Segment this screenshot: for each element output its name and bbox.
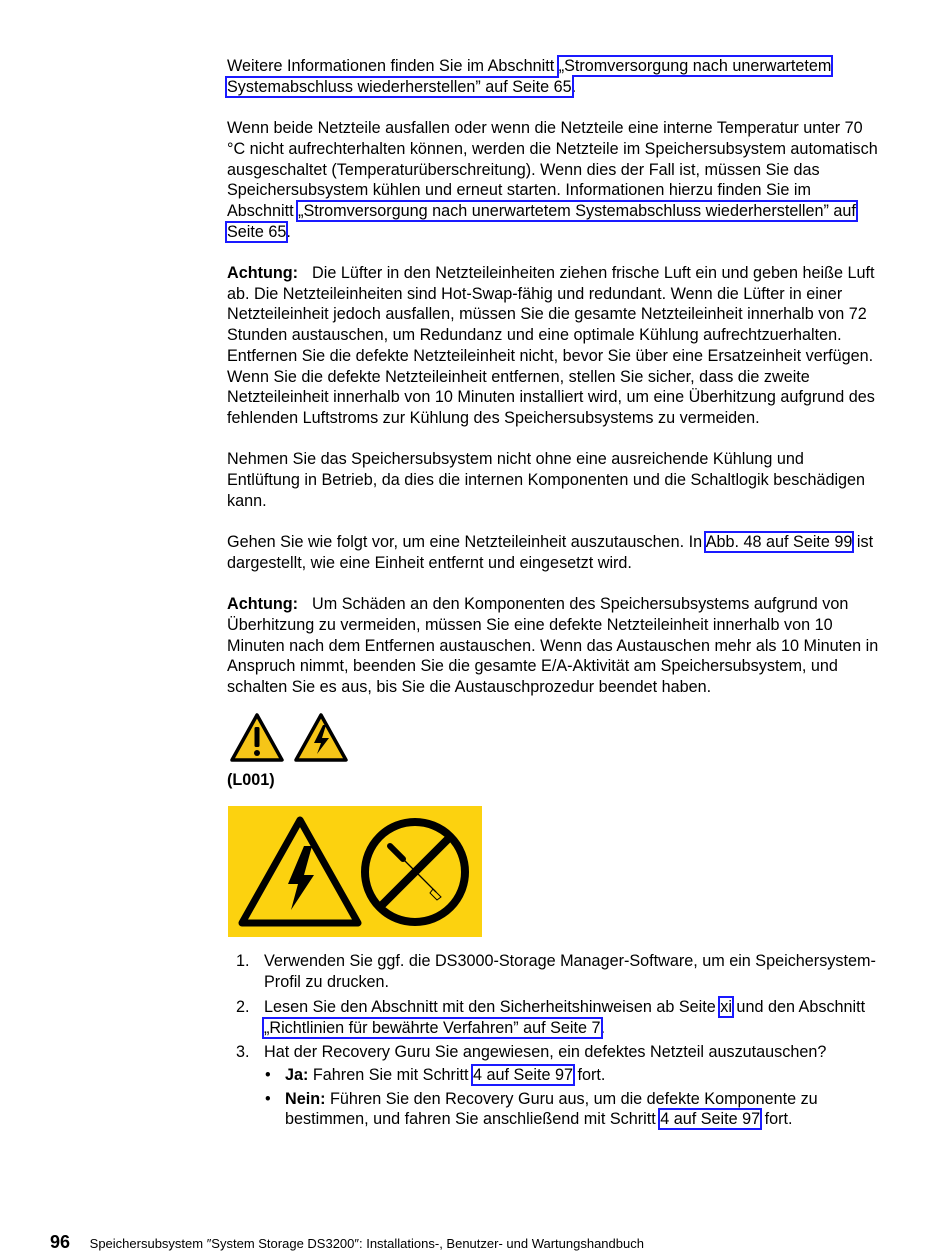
caution-icon <box>229 712 285 764</box>
paragraph-2 <box>227 118 880 242</box>
paragraph-1 <box>227 56 880 97</box>
step-text: . <box>600 1018 606 1037</box>
paragraph-text: . <box>286 222 291 241</box>
step-number: 1. <box>236 952 250 971</box>
attention-paragraph-1 <box>227 263 880 429</box>
attention-label: Achtung: <box>227 595 299 614</box>
paragraph-text: ist dargestellt, wie eine Einheit entfernt und eingesetzt wird. <box>227 533 874 572</box>
option-text: Fahren Sie mit Schritt <box>308 1065 474 1084</box>
step-item <box>227 951 880 992</box>
sub-list-item <box>264 1089 880 1130</box>
step-number: 2. <box>236 997 250 1016</box>
step-text: Lesen Sie den Abschnitt mit den Sicherheitshinweisen ab Seite <box>264 997 721 1016</box>
electrical-hazard-icon <box>293 712 349 764</box>
bullet-icon: • <box>265 1065 271 1084</box>
xref-link[interactable]: „Stromversorgung nach unerwartetem Systemabschluss wiederherstellen” auf Seite 65 <box>227 201 856 241</box>
attention-text: Um Schäden an den Komponenten des Speichersubsystems aufgrund von Überhitzung zu vermeiden, müssen Sie eine defekte Netzteileinheit innerhalb von 10 Minuten nach dem Entfernen austauschen. Wenn das Austauschen mehr als 10 Minuten in Anspruch nimmt, beenden Sie die gesamte E/A-Aktivität am Speichersubsystem, und schalten Sie es aus, bis Sie die Austauschprozedur beendet haben. <box>227 595 879 697</box>
sub-list-item <box>264 1065 880 1086</box>
attention-label: Achtung: <box>227 264 299 282</box>
attention-paragraph-2 <box>227 594 880 698</box>
step-text: und den Abschnitt <box>731 997 866 1016</box>
step-text: Hat der Recovery Guru Sie angewiesen, ein defektes Netzteil auszutauschen? <box>264 1043 827 1062</box>
xref-link[interactable]: „Richtlinien für bewährte Verfahren” auf Seite 7 <box>264 1018 601 1037</box>
page-number: 96 <box>50 1232 71 1252</box>
xref-link[interactable]: 4 auf Seite 97 <box>660 1110 761 1129</box>
paragraph-text: . <box>571 77 577 96</box>
page-footer <box>50 1232 644 1254</box>
step-item <box>227 997 880 1038</box>
paragraph-4 <box>227 449 880 511</box>
paragraph-text: Weitere Informationen finden Sie im Abschnitt <box>227 57 559 75</box>
procedure-steps <box>227 951 880 1130</box>
attention-text: Die Lüfter in den Netzteileinheiten ziehen frische Luft ein und geben heiße Luft ab. Die Netzteileinheiten sind Hot-Swap-fähig und redundant. Wenn die Lüfter in einer Netzteileinheit jedoch ausfallen, müssen Sie die gesamte Netzteileinheit innerhalb von 72 Stunden austauschen, um Redundanz und eine optimale Kühlung aufrechtzuerhalten. Entfernen Sie die defekte Netzteileinheit nicht, bevor Sie über eine Ersatzeinheit verfügen. Wenn Sie die defekte Netzteileinheit entfernen, stellen Sie sicher, dass die zweite Netzteileinheit innerhalb von 10 Minuten installiert wird, um eine Überhitzung aufgrund des fehlenden Luftstroms zur Kühlung des Speichersubsystems zu vermeiden. <box>227 264 875 427</box>
high-voltage-no-tools-label <box>228 806 482 937</box>
step-item <box>227 1042 880 1130</box>
xref-link[interactable]: „Stromversorgung nach unerwartetem Systemabschluss wiederherstellen” auf Seite 65 <box>227 57 832 96</box>
paragraph-text: Wenn beide Netzteile ausfallen oder wenn die Netzteile eine interne Temperatur unter 70 °C nicht aufrechterhalten können, werden die Netzteile im Speichersubsystem automatisch ausgeschaltet (Temperaturüberschreitung). Wenn dies der Fall ist, müssen Sie das Speichersubsystem kühlen und erneut starten. Informationen hierzu finden Sie im Abschnitt <box>227 119 878 220</box>
option-text: fort. <box>572 1065 606 1084</box>
sub-list <box>264 1065 880 1130</box>
option-label: Nein: <box>285 1089 326 1108</box>
xref-link[interactable]: 4 auf Seite 97 <box>473 1065 573 1084</box>
xref-link[interactable]: xi <box>720 997 732 1016</box>
running-footer-title: Speichersubsystem ″System Storage DS3200″: Installations-, Benutzer- und Wartungshandbuch <box>89 1236 644 1251</box>
option-text: Führen Sie den Recovery Guru aus, um die defekte Komponente zu bestimmen, und fahren Sie anschließend mit Schritt <box>285 1089 818 1129</box>
option-text: fort. <box>760 1110 793 1129</box>
paragraph-text: Nehmen Sie das Speichersubsystem nicht ohne eine ausreichende Kühlung und Entlüftung in Betrieb, da dies die internen Komponenten und die Schaltlogik beschädigen kann. <box>227 450 866 510</box>
bullet-icon: • <box>265 1089 271 1108</box>
page-content <box>227 56 880 1134</box>
step-number: 3. <box>236 1043 250 1062</box>
notice-code: (L001) <box>227 770 275 789</box>
hazard-icons <box>229 712 880 764</box>
step-text: Verwenden Sie ggf. die DS3000-Storage Manager-Software, um ein Speichersystem-Profil zu drucken. <box>264 952 876 992</box>
paragraph-5 <box>227 532 880 573</box>
option-label: Ja: <box>285 1065 309 1084</box>
paragraph-text: Gehen Sie wie folgt vor, um eine Netzteileinheit auszutauschen. In <box>227 533 706 552</box>
xref-link-figure[interactable]: Abb. 48 auf Seite 99 <box>705 533 853 552</box>
